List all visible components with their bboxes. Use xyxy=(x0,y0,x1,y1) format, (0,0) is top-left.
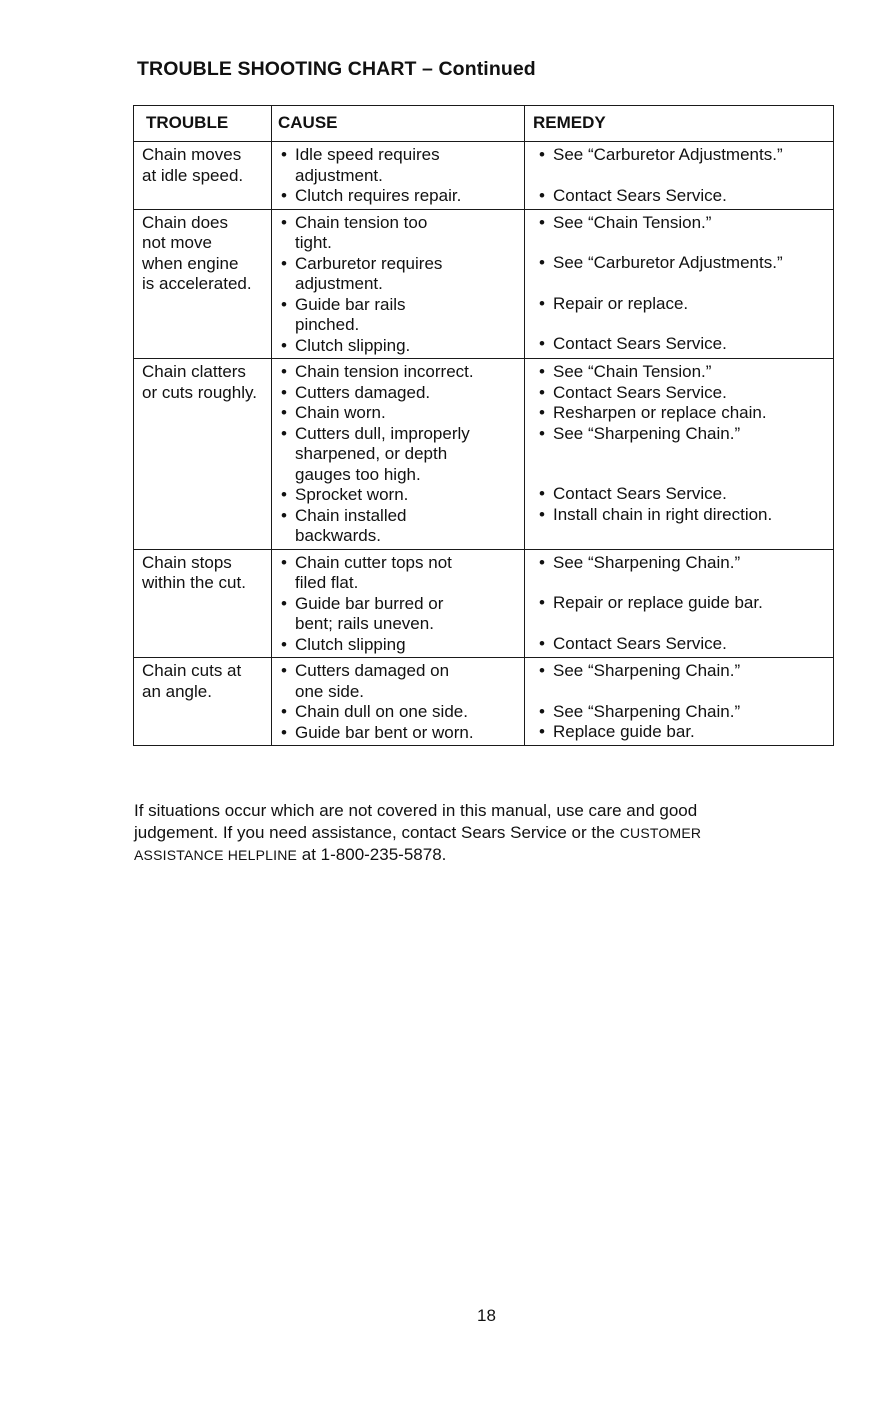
cause-item xyxy=(281,723,520,744)
bullet-icon: • xyxy=(539,362,545,381)
cause-cell xyxy=(272,359,525,550)
remedy-text: Repair or replace. xyxy=(553,293,689,313)
remedy-text: See “Chain Tension.” xyxy=(553,212,712,232)
cause-text: Chain cutter tops not filed flat. xyxy=(295,552,452,592)
trouble-cell: Chain cuts at an angle. xyxy=(134,658,272,746)
cause-text: Clutch slipping xyxy=(295,634,406,654)
bullet-icon: • xyxy=(539,633,545,653)
remedy-item xyxy=(539,553,829,574)
table-row xyxy=(134,549,834,658)
cause-item xyxy=(281,213,520,254)
cause-text: Guide bar rails pinched. xyxy=(295,294,406,334)
cause-item xyxy=(281,254,520,295)
assistance-note-line-2 xyxy=(134,822,834,844)
remedy-text: Contact Sears Service. xyxy=(553,633,727,653)
bullet-icon: • xyxy=(539,403,545,422)
remedy-spacer xyxy=(539,233,829,253)
cause-item xyxy=(281,403,520,424)
cause-text: Cutters damaged. xyxy=(295,382,431,402)
bullet-icon: • xyxy=(539,504,545,524)
remedy-spacer xyxy=(539,274,829,294)
bullet-icon: • xyxy=(281,661,287,680)
bullet-icon: • xyxy=(281,485,287,504)
remedy-item xyxy=(539,294,829,315)
bullet-icon: • xyxy=(539,382,545,402)
helpline-label: ASSISTANCE HELPLINE xyxy=(134,847,298,863)
bullet-icon: • xyxy=(281,145,287,164)
bullet-icon: • xyxy=(539,484,545,503)
remedy-item xyxy=(539,383,829,404)
trouble-column-header: TROUBLE xyxy=(134,106,272,142)
remedy-spacer xyxy=(539,166,829,186)
remedy-text: See “Sharpening Chain.” xyxy=(553,661,741,680)
remedy-item xyxy=(539,362,829,383)
cause-item xyxy=(281,594,520,635)
bullet-icon: • xyxy=(281,253,287,273)
bullet-icon: • xyxy=(281,593,287,613)
cause-item xyxy=(281,661,520,702)
remedy-item xyxy=(539,661,829,682)
remedy-text: See “Carburetor Adjustments.” xyxy=(553,253,783,272)
bullet-icon: • xyxy=(539,722,545,741)
cause-item xyxy=(281,635,520,656)
table-row xyxy=(134,658,834,746)
helpline-number-text: at 1-800-235-5878. xyxy=(297,845,447,864)
cause-text: Cutters damaged on one side. xyxy=(295,661,450,701)
remedy-cell xyxy=(525,658,834,746)
remedy-item xyxy=(539,253,829,274)
trouble-cell: Chain clatters or cuts roughly. xyxy=(134,359,272,550)
remedy-cell xyxy=(525,142,834,210)
cause-text: Clutch slipping. xyxy=(295,335,411,355)
bullet-icon: • xyxy=(281,505,287,525)
bullet-icon: • xyxy=(281,552,287,572)
trouble-cell: Chain does not move when engine is accelerated. xyxy=(134,209,272,359)
bullet-icon: • xyxy=(539,293,545,313)
remedy-spacer xyxy=(539,614,829,634)
bullet-icon: • xyxy=(539,145,545,164)
remedy-text: Contact Sears Service. xyxy=(553,382,727,402)
cause-text: Chain tension incorrect. xyxy=(295,362,474,381)
cause-item xyxy=(281,485,520,506)
remedy-cell xyxy=(525,209,834,359)
remedy-cell xyxy=(525,359,834,550)
assistance-note-line-3 xyxy=(134,844,834,866)
cause-item xyxy=(281,553,520,594)
bullet-icon: • xyxy=(281,294,287,314)
cause-text: Chain worn. xyxy=(295,403,386,422)
customer-label: CUSTOMER xyxy=(619,825,702,841)
cause-text: Sprocket worn. xyxy=(295,485,409,504)
table-body xyxy=(134,142,834,746)
cause-text: Clutch requires repair. xyxy=(295,186,462,205)
cause-cell xyxy=(272,142,525,210)
bullet-icon: • xyxy=(281,335,287,355)
remedy-item xyxy=(539,484,829,505)
remedy-item xyxy=(539,702,829,723)
cause-item xyxy=(281,336,520,357)
remedy-text: Install chain in right direction. xyxy=(553,504,773,524)
cause-text: Chain installed backwards. xyxy=(295,505,407,545)
remedy-item xyxy=(539,334,829,355)
cause-item xyxy=(281,383,520,404)
trouble-shooting-table xyxy=(133,105,834,746)
remedy-text: See “Carburetor Adjustments.” xyxy=(553,145,783,164)
remedy-spacer xyxy=(539,682,829,702)
assistance-note xyxy=(134,800,834,866)
remedy-item xyxy=(539,186,829,207)
remedy-text: See “Sharpening Chain.” xyxy=(553,423,741,443)
remedy-spacer xyxy=(539,573,829,593)
assistance-note-line-1: If situations occur which are not covered in this manual, use care and good xyxy=(134,801,698,820)
bullet-icon: • xyxy=(539,253,545,272)
cause-text: Idle speed requires adjustment. xyxy=(295,145,440,185)
remedy-item xyxy=(539,213,829,234)
remedy-text: See “Sharpening Chain.” xyxy=(553,552,741,572)
remedy-spacer xyxy=(539,314,829,334)
page-title: TROUBLE SHOOTING CHART – Continued xyxy=(137,58,536,80)
cause-cell xyxy=(272,658,525,746)
bullet-icon: • xyxy=(539,212,545,232)
cause-item xyxy=(281,424,520,486)
remedy-text: Contact Sears Service. xyxy=(553,334,727,353)
cause-text: Guide bar bent or worn. xyxy=(295,722,474,742)
table-row xyxy=(134,209,834,359)
bullet-icon: • xyxy=(281,702,287,721)
trouble-cell: Chain moves at idle speed. xyxy=(134,142,272,210)
remedy-item xyxy=(539,403,829,424)
remedy-text: Contact Sears Service. xyxy=(553,484,727,503)
bullet-icon: • xyxy=(281,634,287,654)
remedy-spacer xyxy=(539,444,829,464)
cause-item xyxy=(281,362,520,383)
bullet-icon: • xyxy=(539,552,545,572)
cause-text: Carburetor requires adjustment. xyxy=(295,253,443,293)
remedy-text: Contact Sears Service. xyxy=(553,185,727,205)
cause-cell xyxy=(272,549,525,658)
cause-text: Cutters dull, improperly sharpened, or depth gauges too high. xyxy=(295,423,470,484)
table-row xyxy=(134,359,834,550)
bullet-icon: • xyxy=(539,185,545,205)
table-header-row xyxy=(134,106,834,142)
remedy-item xyxy=(539,145,829,166)
cause-item xyxy=(281,186,520,207)
cause-text: Guide bar burred or bent; rails uneven. xyxy=(295,593,444,633)
bullet-icon: • xyxy=(539,593,545,612)
bullet-icon: • xyxy=(281,362,287,381)
bullet-icon: • xyxy=(281,186,287,205)
cause-item xyxy=(281,295,520,336)
bullet-icon: • xyxy=(539,661,545,680)
remedy-cell xyxy=(525,549,834,658)
cause-item xyxy=(281,702,520,723)
remedy-text: Repair or replace guide bar. xyxy=(553,593,763,612)
page-number: 18 xyxy=(477,1306,496,1325)
bullet-icon: • xyxy=(281,212,287,232)
bullet-icon: • xyxy=(281,382,287,402)
bullet-icon: • xyxy=(281,722,287,742)
remedy-text: Replace guide bar. xyxy=(553,722,695,741)
table-row xyxy=(134,142,834,210)
cause-column-header: CAUSE xyxy=(272,106,525,142)
bullet-icon: • xyxy=(281,403,287,422)
trouble-cell: Chain stops within the cut. xyxy=(134,549,272,658)
remedy-item xyxy=(539,424,829,445)
cause-item xyxy=(281,506,520,547)
cause-text: Chain tension too tight. xyxy=(295,212,428,252)
cause-item xyxy=(281,145,520,186)
bullet-icon: • xyxy=(539,334,545,353)
remedy-item xyxy=(539,634,829,655)
remedy-item xyxy=(539,593,829,614)
bullet-icon: • xyxy=(281,423,287,443)
bullet-icon: • xyxy=(539,701,545,721)
cause-text: Chain dull on one side. xyxy=(295,702,468,721)
remedy-text: See “Chain Tension.” xyxy=(553,362,712,381)
assistance-note-text: judgement. If you need assistance, contact Sears Service or the xyxy=(134,823,620,842)
remedy-column-header: REMEDY xyxy=(525,106,834,142)
cause-cell xyxy=(272,209,525,359)
remedy-text: Resharpen or replace chain. xyxy=(553,403,767,422)
remedy-item xyxy=(539,722,829,743)
remedy-spacer xyxy=(539,464,829,484)
remedy-item xyxy=(539,505,829,526)
bullet-icon: • xyxy=(539,423,545,443)
remedy-text: See “Sharpening Chain.” xyxy=(553,701,741,721)
